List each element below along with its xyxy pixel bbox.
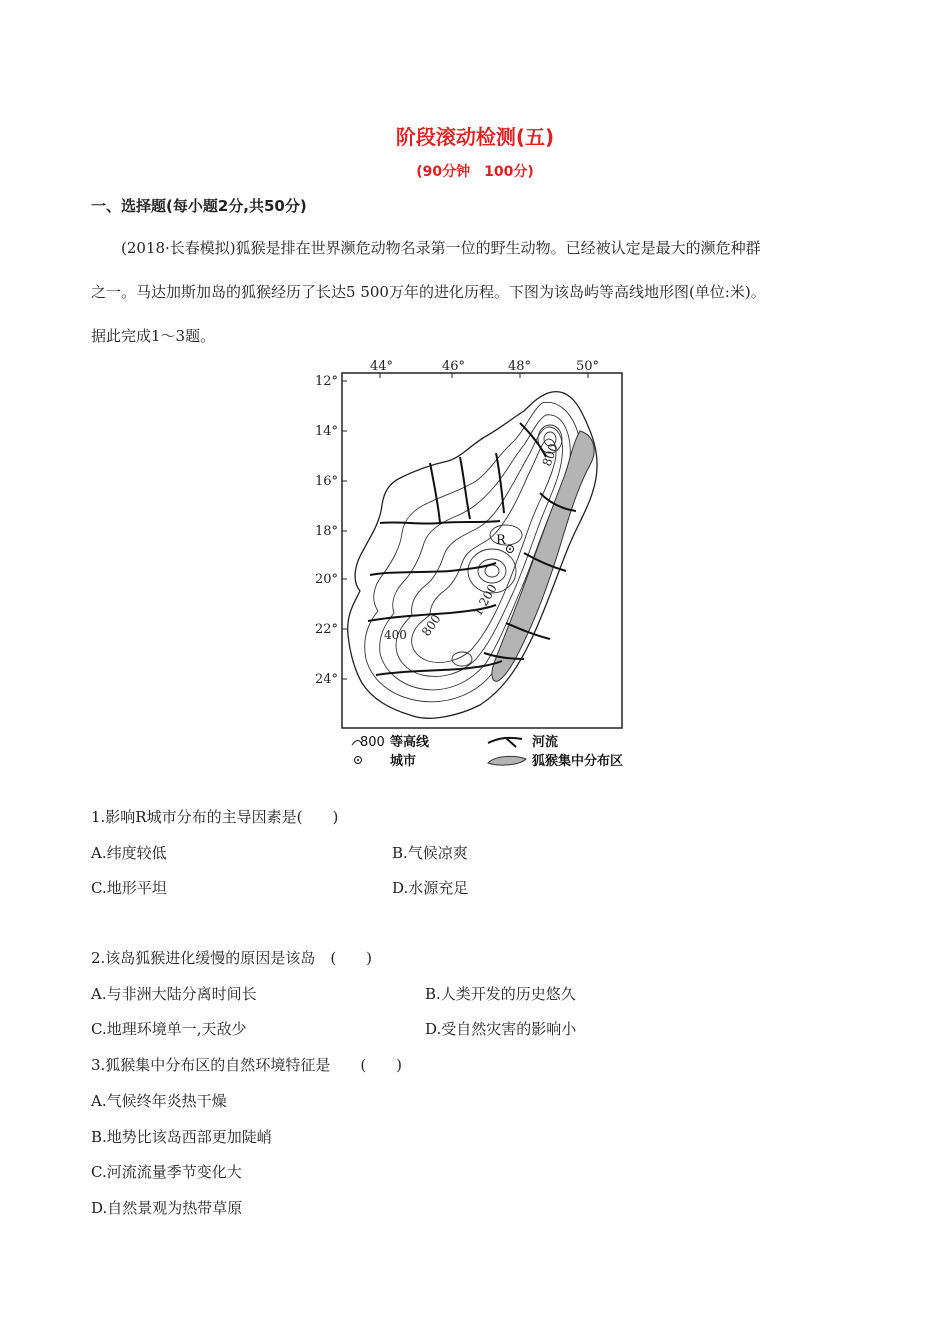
question-1-stem: 1.影响R城市分布的主导因素是( ) bbox=[91, 808, 339, 826]
lat-label-22: 22° bbox=[315, 622, 339, 637]
page-subtitle: (90分钟 100分) bbox=[416, 164, 534, 180]
intro-line-2: 之一。马达加斯加岛的狐猴经历了长达5 500万年的进化历程。下图为该岛屿等高线地形图(单位:米)。 bbox=[91, 283, 766, 301]
question-3-stem: 3.狐猴集中分布区的自然环境特征是 ( ) bbox=[91, 1056, 403, 1074]
intro-paragraph bbox=[91, 226, 861, 358]
question-3-option-b: B.地势比该岛西部更加陡峭 bbox=[91, 1128, 272, 1146]
legend-city-label: 城市 bbox=[390, 754, 417, 769]
legend-contour-sample: 800 bbox=[360, 735, 385, 750]
question-2-option-b: B.人类开发的历史悠久 bbox=[425, 985, 576, 1003]
legend-contour-label: 等高线 bbox=[390, 735, 430, 750]
map-legend bbox=[352, 734, 623, 769]
question-2-option-d: D.受自然灾害的影响小 bbox=[425, 1020, 577, 1038]
intro-line-3: 据此完成1～3题。 bbox=[91, 327, 216, 345]
lon-label-46: 46° bbox=[442, 359, 466, 374]
section-heading: 一、选择题(每小题2分,共50分) bbox=[91, 197, 307, 215]
question-1-option-b: B.气候凉爽 bbox=[392, 844, 468, 862]
lat-label-16: 16° bbox=[315, 474, 339, 489]
island-coastline bbox=[348, 392, 597, 719]
lat-label-14: 14° bbox=[315, 424, 339, 439]
legend-river-symbol bbox=[488, 738, 522, 747]
lat-label-24: 24° bbox=[315, 672, 339, 687]
question-2-option-c: C.地理环境单一,天敌少 bbox=[91, 1020, 247, 1038]
question-1-option-d: D.水源充足 bbox=[392, 879, 469, 897]
intro-line-1: (2018·长春模拟)狐猴是排在世界濒危动物名录第一位的野生动物。已经被认定是最大的濒危种群 bbox=[121, 239, 761, 257]
legend-lemur-label: 狐猴集中分布区 bbox=[532, 754, 624, 769]
contour-label-800-sw: 800 bbox=[418, 611, 444, 639]
contour-label-400: 400 bbox=[384, 628, 407, 642]
lon-label-48: 48° bbox=[508, 359, 532, 374]
question-3-option-d: D.自然景观为热带草原 bbox=[91, 1199, 243, 1217]
lat-label-12: 12° bbox=[315, 374, 339, 389]
question-1-option-c: C.地形平坦 bbox=[91, 879, 167, 897]
lat-label-20: 20° bbox=[315, 572, 339, 587]
legend-lemur-symbol bbox=[488, 756, 526, 765]
question-1-option-a: A.纬度较低 bbox=[91, 844, 167, 862]
contour-label-800-ne: 800 bbox=[539, 441, 561, 469]
city-r-label: R bbox=[496, 533, 506, 548]
question-3-option-c: C.河流流量季节变化大 bbox=[91, 1163, 242, 1181]
legend-river-label: 河流 bbox=[532, 735, 559, 750]
madagascar-contour-map bbox=[310, 353, 640, 773]
question-2-stem: 2.该岛狐猴进化缓慢的原因是该岛 ( ) bbox=[91, 949, 373, 967]
lat-label-18: 18° bbox=[315, 524, 339, 539]
page-title: 阶段滚动检测(五) bbox=[395, 125, 555, 149]
contour-label-1200: 1 200 bbox=[470, 581, 500, 619]
question-2-option-a: A.与非洲大陆分离时间长 bbox=[91, 985, 257, 1003]
lon-label-50: 50° bbox=[576, 359, 600, 374]
lon-label-44: 44° bbox=[370, 359, 394, 374]
question-3-option-a: A.气候终年炎热干燥 bbox=[91, 1092, 227, 1110]
